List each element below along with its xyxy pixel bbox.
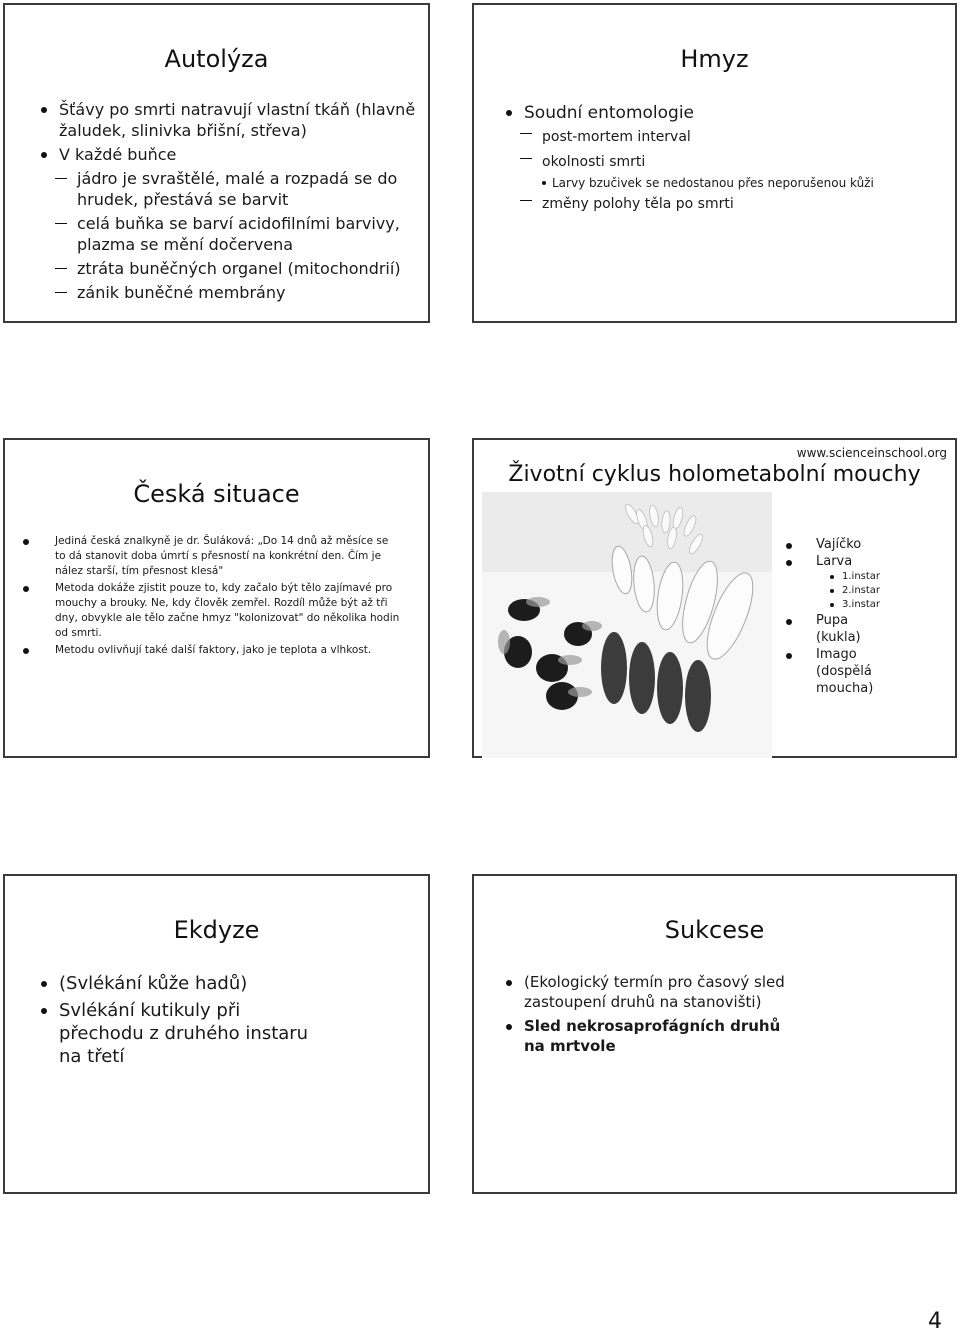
list-item: (Svlékání kůže hadů) <box>39 972 329 995</box>
slide-title: Ekdyze <box>173 916 260 944</box>
bullet-list <box>21 534 401 658</box>
slide-ekdyze <box>3 874 430 1194</box>
bullet-list <box>504 972 864 1056</box>
slide-ceska-situace <box>3 438 430 758</box>
slide-sukcese <box>472 874 957 1194</box>
slide-title: Sukcese <box>664 916 765 944</box>
slide-title: Česká situace <box>133 480 300 508</box>
list-item: změny polohy těla po smrti <box>504 192 924 217</box>
list-item: 1.instar <box>784 570 944 584</box>
list-item: okolnosti smrti <box>504 150 924 175</box>
slide-title: Autolýza <box>164 45 269 73</box>
list-item: 3.instar <box>784 598 944 612</box>
slide-title: Hmyz <box>680 45 749 73</box>
list-item: Larvy bzučivek se nedostanou přes neporušenou kůži <box>504 175 924 192</box>
list-item: Pupa (kukla) <box>784 612 876 646</box>
bullet-list <box>504 101 924 217</box>
list-item: V každé buňce <box>39 144 419 165</box>
source-url: www.scienceinschool.org <box>796 446 947 460</box>
slide-hmyz <box>472 3 957 323</box>
list-item: (Ekologický termín pro časový sled zastoupení druhů na stanovišti) <box>504 972 864 1012</box>
list-item: zánik buněčné membrány <box>39 282 419 303</box>
list-item: celá buňka se barví acidofilními barvivy, plazma se mění dočervena <box>39 213 419 255</box>
list-item: Jediná česká znalkyně je dr. Šuláková: „Do 14 dnů až měsíce se to dá stanovit doba úmrtí s přesností na konkrétní den. Čím je nález starší, tím přesnost klesá" <box>21 534 401 579</box>
list-item: 2.instar <box>784 584 944 598</box>
list-item: Metoda dokáže zjistit pouze to, kdy začalo být tělo zajímavé pro mouchy a brouky. Ne, kdy člověk zemřel. Rozdíl může být až tři dny, obvykle ale tělo začne hmyz "kolonizovat" do několika hodin od smrti. <box>21 581 401 641</box>
slide-title: Životní cyklus holometabolní mouchy <box>508 462 921 487</box>
slide-zivotni-cyklus <box>472 438 957 758</box>
page-number: 4 <box>928 1309 942 1334</box>
list-item: Larva <box>784 553 944 570</box>
list-item: Vajíčko <box>784 536 944 553</box>
list-item: jádro je svraštělé, malé a rozpadá se do hrudek, přestává se barvit <box>39 168 419 210</box>
list-item: Metodu ovlivňují také další faktory, jako je teplota a vlhkost. <box>21 643 401 658</box>
list-item: Svlékání kutikuly při přechodu z druhého instaru na třetí <box>39 999 329 1068</box>
list-item: Sled nekrosaprofágních druhů na mrtvole <box>504 1016 804 1056</box>
bullet-list <box>39 972 329 1068</box>
fly-lifecycle-image <box>482 492 772 758</box>
list-item: Soudní entomologie <box>504 101 924 125</box>
list-item: Imago (dospělá moucha) <box>784 646 880 697</box>
list-item: ztráta buněčných organel (mitochondrií) <box>39 258 419 279</box>
bullet-list <box>39 99 419 303</box>
slide-autolyza <box>3 3 430 323</box>
stage-list <box>784 536 944 697</box>
list-item: Šťávy po smrti natravují vlastní tkáň (hlavně žaludek, slinivka břišní, střeva) <box>39 99 419 141</box>
list-item: post-mortem interval <box>504 125 924 150</box>
